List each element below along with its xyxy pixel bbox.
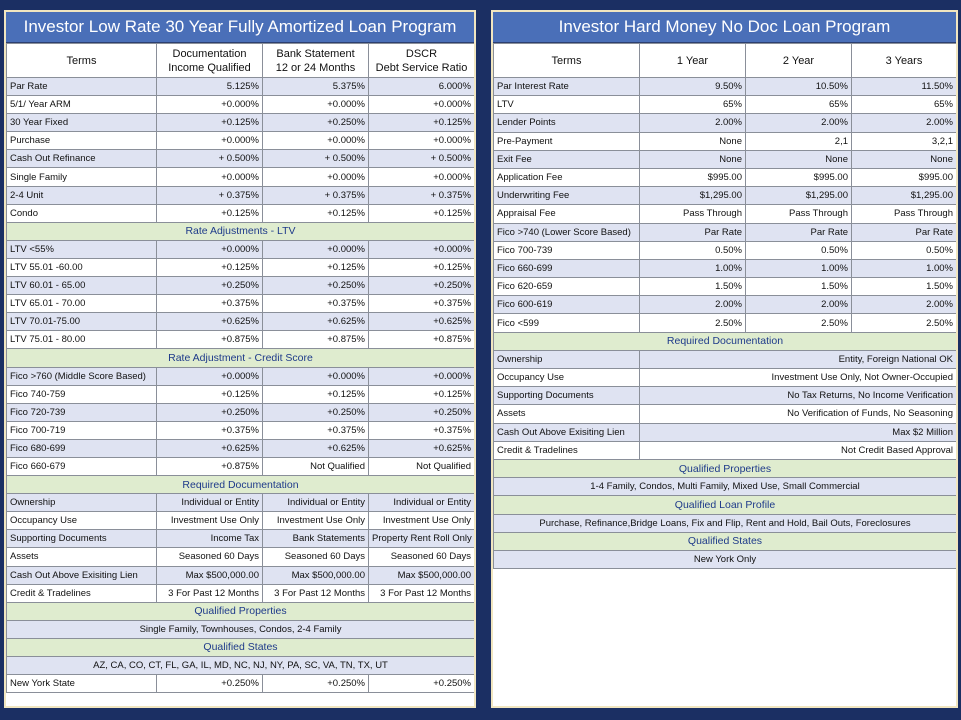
row-value: +0.375% xyxy=(263,421,369,439)
table-row xyxy=(7,403,475,421)
row-value: Par Rate xyxy=(640,223,746,241)
row-value: 3 For Past 12 Months xyxy=(369,584,475,602)
row-label: Fico <599 xyxy=(494,314,640,332)
row-value: +0.875% xyxy=(157,331,263,349)
row-value: Par Rate xyxy=(852,223,957,241)
table-row xyxy=(7,457,475,475)
row-value: +0.000% xyxy=(263,96,369,114)
left-rate-table xyxy=(6,43,475,693)
row-value: + 0.375% xyxy=(369,186,475,204)
section-row xyxy=(7,638,475,656)
row-value: +0.000% xyxy=(369,240,475,258)
header-row xyxy=(7,44,475,78)
section-heading: Rate Adjustment - Credit Score xyxy=(7,349,475,367)
row-value: +0.250% xyxy=(369,675,475,693)
section-row xyxy=(494,496,957,514)
column-header: Bank Statement 12 or 24 Months xyxy=(263,44,369,78)
row-value: +0.125% xyxy=(157,258,263,276)
table-row xyxy=(7,204,475,222)
row-label: LTV 65.01 - 70.00 xyxy=(7,295,157,313)
row-value: 2.00% xyxy=(746,296,852,314)
row-value: 1.50% xyxy=(852,278,957,296)
row-value: $1,295.00 xyxy=(746,187,852,205)
row-value: Investment Use Only, Not Owner-Occupied xyxy=(640,369,957,387)
row-label: LTV 55.01 -60.00 xyxy=(7,258,157,276)
row-label: Supporting Documents xyxy=(494,387,640,405)
row-value: +0.000% xyxy=(157,96,263,114)
row-value: +0.875% xyxy=(369,331,475,349)
row-value: +0.625% xyxy=(263,313,369,331)
section-heading: Qualified States xyxy=(494,532,957,550)
row-value: 1.00% xyxy=(746,259,852,277)
row-label: 30 Year Fixed xyxy=(7,114,157,132)
table-row xyxy=(7,620,475,638)
table-row xyxy=(494,223,957,241)
table-row xyxy=(494,405,957,423)
table-row xyxy=(494,114,957,132)
row-value: Investment Use Only xyxy=(157,512,263,530)
row-value: 2.50% xyxy=(852,314,957,332)
table-row xyxy=(494,168,957,186)
row-label: Credit & Tradelines xyxy=(494,441,640,459)
row-value: 1.50% xyxy=(640,278,746,296)
section-heading: Qualified States xyxy=(7,638,475,656)
row-value: + 0.375% xyxy=(157,186,263,204)
row-label: Appraisal Fee xyxy=(494,205,640,223)
table-row xyxy=(494,296,957,314)
row-label: Fico 740-759 xyxy=(7,385,157,403)
table-row xyxy=(7,439,475,457)
row-value: +0.625% xyxy=(157,313,263,331)
table-row xyxy=(7,96,475,114)
row-value: 3 For Past 12 Months xyxy=(157,584,263,602)
row-label: Exit Fee xyxy=(494,150,640,168)
row-value: + 0.500% xyxy=(157,150,263,168)
table-row xyxy=(494,187,957,205)
row-value: None xyxy=(746,150,852,168)
row-label: Fico 620-659 xyxy=(494,278,640,296)
row-label: New York State xyxy=(7,675,157,693)
row-label: Condo xyxy=(7,204,157,222)
table-row xyxy=(494,441,957,459)
row-value: +0.000% xyxy=(263,168,369,186)
section-row xyxy=(7,222,475,240)
row-value: 5.125% xyxy=(157,78,263,96)
table-row xyxy=(7,132,475,150)
row-value: + 0.500% xyxy=(369,150,475,168)
column-header: Terms xyxy=(494,44,640,78)
table-row xyxy=(7,385,475,403)
table-row xyxy=(7,313,475,331)
row-value: $1,295.00 xyxy=(640,187,746,205)
row-label: Occupancy Use xyxy=(494,369,640,387)
row-value: +0.250% xyxy=(157,675,263,693)
table-row xyxy=(7,295,475,313)
table-row xyxy=(7,114,475,132)
row-value: 1.00% xyxy=(640,259,746,277)
row-value: +0.125% xyxy=(157,114,263,132)
row-value: +0.125% xyxy=(157,385,263,403)
row-value: $995.00 xyxy=(746,168,852,186)
row-value: +0.250% xyxy=(157,403,263,421)
row-label: Credit & Tradelines xyxy=(7,584,157,602)
row-label: Cash Out Above Exisiting Lien xyxy=(494,423,640,441)
row-value: Max $500,000.00 xyxy=(157,566,263,584)
section-heading: Qualified Properties xyxy=(7,602,475,620)
row-value: +0.000% xyxy=(369,96,475,114)
row-value: +0.625% xyxy=(369,439,475,457)
row-label: Supporting Documents xyxy=(7,530,157,548)
table-row xyxy=(494,314,957,332)
table-row xyxy=(7,548,475,566)
row-label: Par Rate xyxy=(7,78,157,96)
row-value: Individual or Entity xyxy=(157,494,263,512)
row-value: +0.125% xyxy=(263,204,369,222)
row-value: 0.50% xyxy=(852,241,957,259)
row-value: +0.000% xyxy=(263,240,369,258)
column-header: Documentation Income Qualified xyxy=(157,44,263,78)
row-value: Individual or Entity xyxy=(369,494,475,512)
row-value: Pass Through xyxy=(746,205,852,223)
row-value: +0.000% xyxy=(157,168,263,186)
row-value: +0.250% xyxy=(369,403,475,421)
table-row xyxy=(7,530,475,548)
row-value: + 0.500% xyxy=(263,150,369,168)
section-heading: Qualified Loan Profile xyxy=(494,496,957,514)
column-header: 1 Year xyxy=(640,44,746,78)
row-value: None xyxy=(640,150,746,168)
row-value: +0.250% xyxy=(263,277,369,295)
row-value: +0.375% xyxy=(157,295,263,313)
row-value: +0.375% xyxy=(263,295,369,313)
row-value: +0.875% xyxy=(263,331,369,349)
full-width-cell: New York Only xyxy=(494,550,957,568)
row-value: No Verification of Funds, No Seasoning xyxy=(640,405,957,423)
row-label: Pre-Payment xyxy=(494,132,640,150)
section-row xyxy=(494,332,957,350)
row-value: 10.50% xyxy=(746,78,852,96)
row-value: Investment Use Only xyxy=(369,512,475,530)
section-heading: Required Documentation xyxy=(7,476,475,494)
row-label: Fico 700-739 xyxy=(494,241,640,259)
header-row xyxy=(494,44,957,78)
row-value: 2.50% xyxy=(640,314,746,332)
section-row xyxy=(494,459,957,477)
row-label: Fico >760 (Middle Score Based) xyxy=(7,367,157,385)
row-value: +0.625% xyxy=(369,313,475,331)
row-value: 2.00% xyxy=(852,296,957,314)
left-program-panel xyxy=(4,10,476,708)
row-value: 65% xyxy=(640,96,746,114)
row-value: +0.375% xyxy=(157,421,263,439)
row-value: $995.00 xyxy=(640,168,746,186)
right-program-panel xyxy=(491,10,958,708)
row-value: +0.250% xyxy=(369,277,475,295)
row-value: Max $500,000.00 xyxy=(369,566,475,584)
row-value: Investment Use Only xyxy=(263,512,369,530)
row-value: Not Credit Based Approval xyxy=(640,441,957,459)
row-value: Not Qualified xyxy=(263,457,369,475)
row-value: None xyxy=(852,150,957,168)
section-heading: Qualified Properties xyxy=(494,459,957,477)
row-value: +0.125% xyxy=(369,258,475,276)
row-label: Fico 720-739 xyxy=(7,403,157,421)
table-row xyxy=(494,241,957,259)
row-value: None xyxy=(640,132,746,150)
column-header: DSCR Debt Service Ratio xyxy=(369,44,475,78)
table-row xyxy=(7,566,475,584)
table-row xyxy=(494,514,957,532)
row-value: +0.250% xyxy=(263,403,369,421)
row-value: +0.000% xyxy=(369,168,475,186)
row-value: +0.000% xyxy=(157,132,263,150)
section-heading: Rate Adjustments - LTV xyxy=(7,222,475,240)
table-row xyxy=(494,423,957,441)
row-label: Purchase xyxy=(7,132,157,150)
row-value: $1,295.00 xyxy=(852,187,957,205)
table-row xyxy=(494,205,957,223)
row-value: +0.875% xyxy=(157,457,263,475)
column-header: 2 Year xyxy=(746,44,852,78)
table-row xyxy=(494,478,957,496)
row-value: +0.125% xyxy=(369,385,475,403)
row-value: Pass Through xyxy=(852,205,957,223)
table-row xyxy=(494,278,957,296)
row-value: Not Qualified xyxy=(369,457,475,475)
row-value: 2,1 xyxy=(746,132,852,150)
row-value: 5.375% xyxy=(263,78,369,96)
row-value: +0.000% xyxy=(263,367,369,385)
row-label: Cash Out Above Exisiting Lien xyxy=(7,566,157,584)
row-label: Fico 680-699 xyxy=(7,439,157,457)
table-row xyxy=(7,421,475,439)
table-row xyxy=(7,657,475,675)
row-label: LTV 75.01 - 80.00 xyxy=(7,331,157,349)
row-label: Cash Out Refinance xyxy=(7,150,157,168)
left-program-title: Investor Low Rate 30 Year Fully Amortized Loan Program xyxy=(6,12,474,43)
row-value: Individual or Entity xyxy=(263,494,369,512)
table-row xyxy=(7,168,475,186)
row-value: Property Rent Roll Only xyxy=(369,530,475,548)
row-value: Income Tax xyxy=(157,530,263,548)
section-row xyxy=(494,532,957,550)
row-value: Max $500,000.00 xyxy=(263,566,369,584)
row-label: Underwriting Fee xyxy=(494,187,640,205)
row-value: 65% xyxy=(852,96,957,114)
right-rate-table xyxy=(493,43,957,569)
section-row xyxy=(7,476,475,494)
row-label: Fico >740 (Lower Score Based) xyxy=(494,223,640,241)
row-value: +0.000% xyxy=(369,132,475,150)
row-value: +0.250% xyxy=(263,114,369,132)
row-value: +0.250% xyxy=(157,277,263,295)
row-value: Pass Through xyxy=(640,205,746,223)
row-label: LTV <55% xyxy=(7,240,157,258)
table-row xyxy=(494,387,957,405)
row-value: 6.000% xyxy=(369,78,475,96)
row-value: Bank Statements xyxy=(263,530,369,548)
row-value: Seasoned 60 Days xyxy=(157,548,263,566)
table-row xyxy=(7,675,475,693)
row-value: Max $2 Million xyxy=(640,423,957,441)
row-value: Seasoned 60 Days xyxy=(263,548,369,566)
row-value: +0.125% xyxy=(369,114,475,132)
row-label: Application Fee xyxy=(494,168,640,186)
row-value: Par Rate xyxy=(746,223,852,241)
table-row xyxy=(494,350,957,368)
row-label: Fico 600-619 xyxy=(494,296,640,314)
table-row xyxy=(7,367,475,385)
row-value: 0.50% xyxy=(746,241,852,259)
row-value: 2.00% xyxy=(852,114,957,132)
row-value: +0.125% xyxy=(263,385,369,403)
row-value: 9.50% xyxy=(640,78,746,96)
row-value: +0.125% xyxy=(157,204,263,222)
row-value: 3,2,1 xyxy=(852,132,957,150)
full-width-cell: 1-4 Family, Condos, Multi Family, Mixed Use, Small Commercial xyxy=(494,478,957,496)
row-label: LTV 60.01 - 65.00 xyxy=(7,277,157,295)
row-value: + 0.375% xyxy=(263,186,369,204)
row-label: Par Interest Rate xyxy=(494,78,640,96)
row-label: Fico 660-699 xyxy=(494,259,640,277)
row-value: 65% xyxy=(746,96,852,114)
row-value: +0.000% xyxy=(157,367,263,385)
table-row xyxy=(494,150,957,168)
row-value: 2.00% xyxy=(640,296,746,314)
table-row xyxy=(7,150,475,168)
row-label: Fico 700-719 xyxy=(7,421,157,439)
table-row xyxy=(494,550,957,568)
column-header: 3 Years xyxy=(852,44,957,78)
full-width-cell: Purchase, Refinance,Bridge Loans, Fix and Flip, Rent and Hold, Bail Outs, Foreclosures xyxy=(494,514,957,532)
row-value: +0.250% xyxy=(263,675,369,693)
table-row xyxy=(494,96,957,114)
row-label: Ownership xyxy=(7,494,157,512)
row-label: LTV xyxy=(494,96,640,114)
section-row xyxy=(7,602,475,620)
table-row xyxy=(7,512,475,530)
table-row xyxy=(7,584,475,602)
row-value: No Tax Returns, No Income Verification xyxy=(640,387,957,405)
full-width-cell: Single Family, Townhouses, Condos, 2-4 Family xyxy=(7,620,475,638)
row-value: 11.50% xyxy=(852,78,957,96)
row-label: Occupancy Use xyxy=(7,512,157,530)
row-value: 3 For Past 12 Months xyxy=(263,584,369,602)
row-value: +0.125% xyxy=(369,204,475,222)
row-value: +0.375% xyxy=(369,421,475,439)
row-value: +0.000% xyxy=(157,240,263,258)
row-label: 5/1/ Year ARM xyxy=(7,96,157,114)
column-header: Terms xyxy=(7,44,157,78)
row-value: +0.000% xyxy=(369,367,475,385)
row-value: $995.00 xyxy=(852,168,957,186)
row-value: 1.00% xyxy=(852,259,957,277)
row-label: Assets xyxy=(7,548,157,566)
row-value: 2.00% xyxy=(640,114,746,132)
row-label: Fico 660-679 xyxy=(7,457,157,475)
table-row xyxy=(7,331,475,349)
row-value: Seasoned 60 Days xyxy=(369,548,475,566)
table-row xyxy=(494,132,957,150)
table-row xyxy=(7,494,475,512)
row-value: +0.125% xyxy=(263,258,369,276)
row-label: LTV 70.01-75.00 xyxy=(7,313,157,331)
row-value: +0.625% xyxy=(263,439,369,457)
table-row xyxy=(494,78,957,96)
table-row xyxy=(7,277,475,295)
row-value: 1.50% xyxy=(746,278,852,296)
row-value: +0.375% xyxy=(369,295,475,313)
row-label: Lender Points xyxy=(494,114,640,132)
right-program-title: Investor Hard Money No Doc Loan Program xyxy=(493,12,956,43)
table-row xyxy=(7,78,475,96)
full-width-cell: AZ, CA, CO, CT, FL, GA, IL, MD, NC, NJ, NY, PA, SC, VA, TN, TX, UT xyxy=(7,657,475,675)
row-label: 2-4 Unit xyxy=(7,186,157,204)
section-heading: Required Documentation xyxy=(494,332,957,350)
table-row xyxy=(7,258,475,276)
row-label: Ownership xyxy=(494,350,640,368)
row-label: Assets xyxy=(494,405,640,423)
row-value: Entity, Foreign National OK xyxy=(640,350,957,368)
table-row xyxy=(7,240,475,258)
row-value: +0.625% xyxy=(157,439,263,457)
table-row xyxy=(494,259,957,277)
row-value: 2.00% xyxy=(746,114,852,132)
row-value: +0.000% xyxy=(263,132,369,150)
row-label: Single Family xyxy=(7,168,157,186)
row-value: 0.50% xyxy=(640,241,746,259)
table-row xyxy=(7,186,475,204)
table-row xyxy=(494,369,957,387)
section-row xyxy=(7,349,475,367)
row-value: 2.50% xyxy=(746,314,852,332)
